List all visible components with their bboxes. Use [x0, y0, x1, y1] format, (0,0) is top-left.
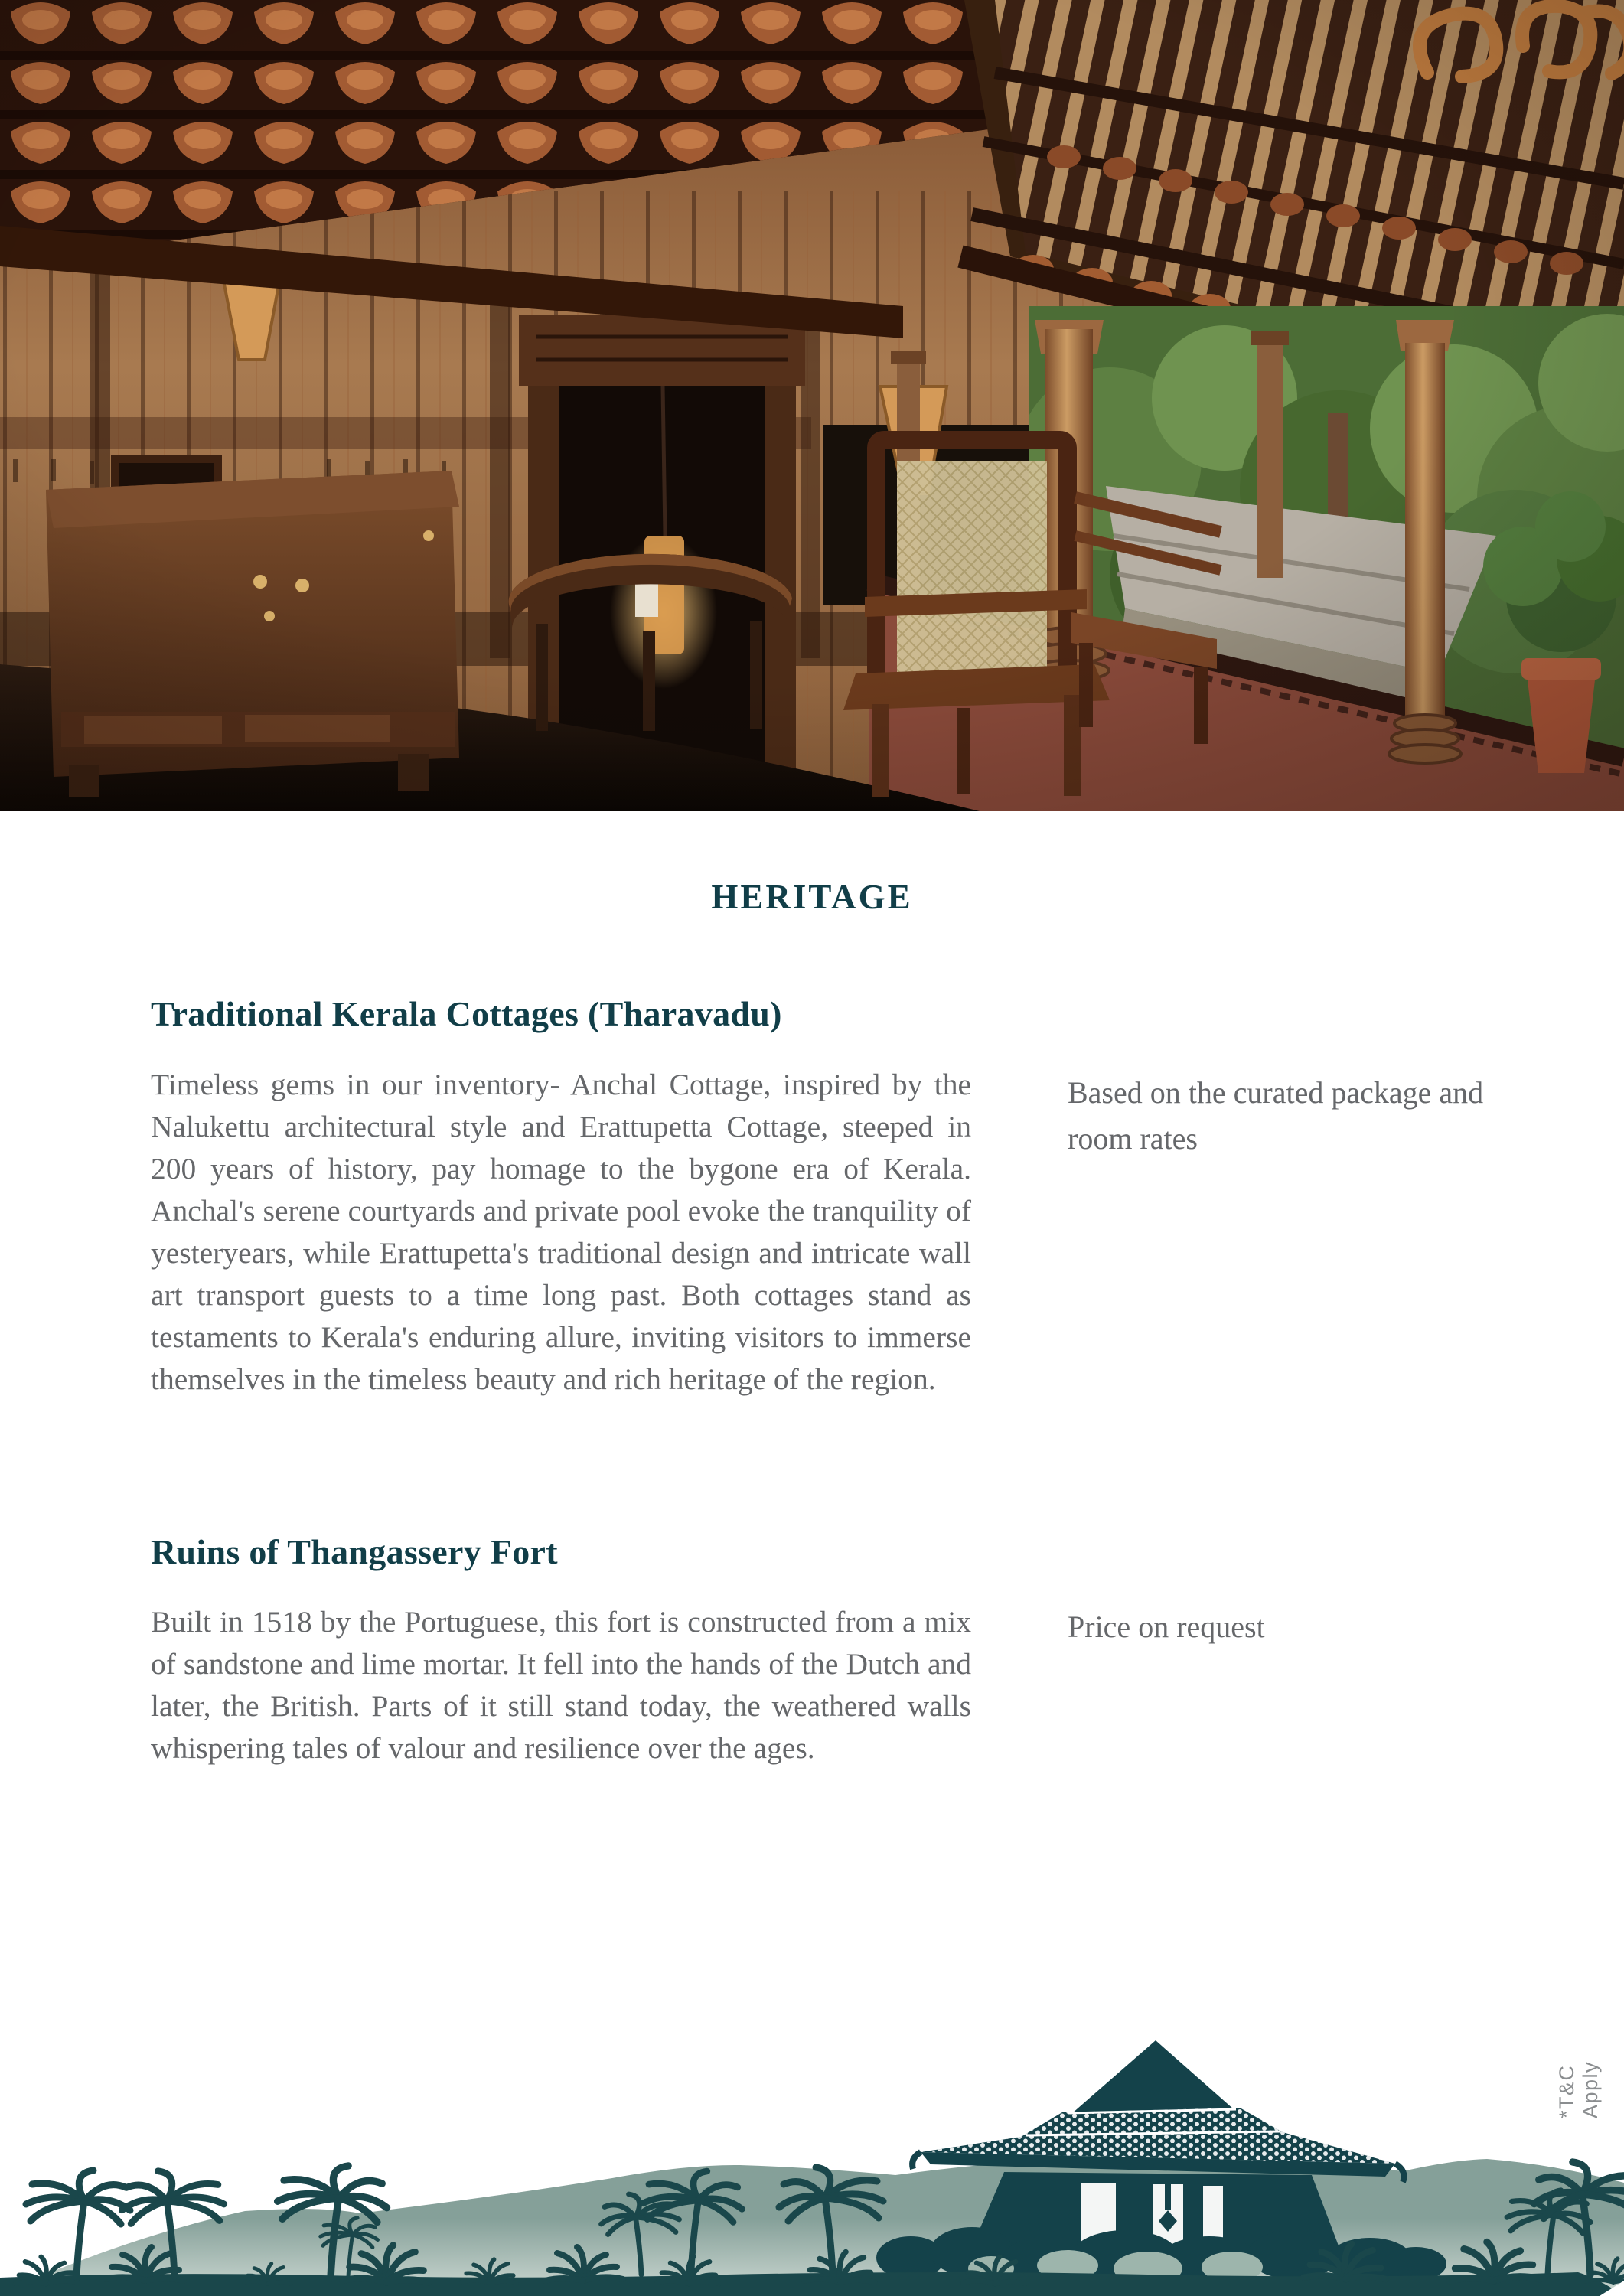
section-price-fort: Price on request	[1068, 1609, 1265, 1644]
hero-photo-illustration	[0, 0, 1624, 811]
section-heading-cottages: Traditional Kerala Cottages (Tharavadu)	[151, 994, 782, 1033]
page-title: HERITAGE	[711, 878, 913, 916]
footer-illustration	[0, 1975, 1624, 2296]
section-body-cottages: Timeless gems in our inventory- Anchal Cottage, inspired by the Nalukettu architectural style and Erattupetta Cottage, steeped in 200 years of history, pay homage to the bygone era of Kerala. Anchal's serene courtyards and private pool evoke the tranquility of yesteryears, while Erattupetta's traditional design and intricate wall art transport guests to a time long past. Both cottages stand as testaments to Kerala's enduring allure, inviting visitors to immerse themselves in the timeless beauty and rich heritage of the region.	[151, 1068, 971, 1396]
section-body-fort: Built in 1518 by the Portuguese, this fort is constructed from a mix of sandstone and lime mortar. It fell into the hands of the Dutch and later, the British. Parts of it still stand today, the weathered walls whispering tales of valour and resilience over the ages.	[151, 1605, 971, 1765]
kerala-house-icon	[876, 2040, 1446, 2285]
hero-photo	[0, 0, 1624, 811]
section-heading-fort: Ruins of Thangassery Fort	[151, 1532, 558, 1571]
terms-note: *T&C Apply	[1555, 2060, 1602, 2118]
section-price-cottages: Based on the curated package and room rates	[1068, 1075, 1484, 1156]
footer-landscape	[0, 1975, 1624, 2296]
